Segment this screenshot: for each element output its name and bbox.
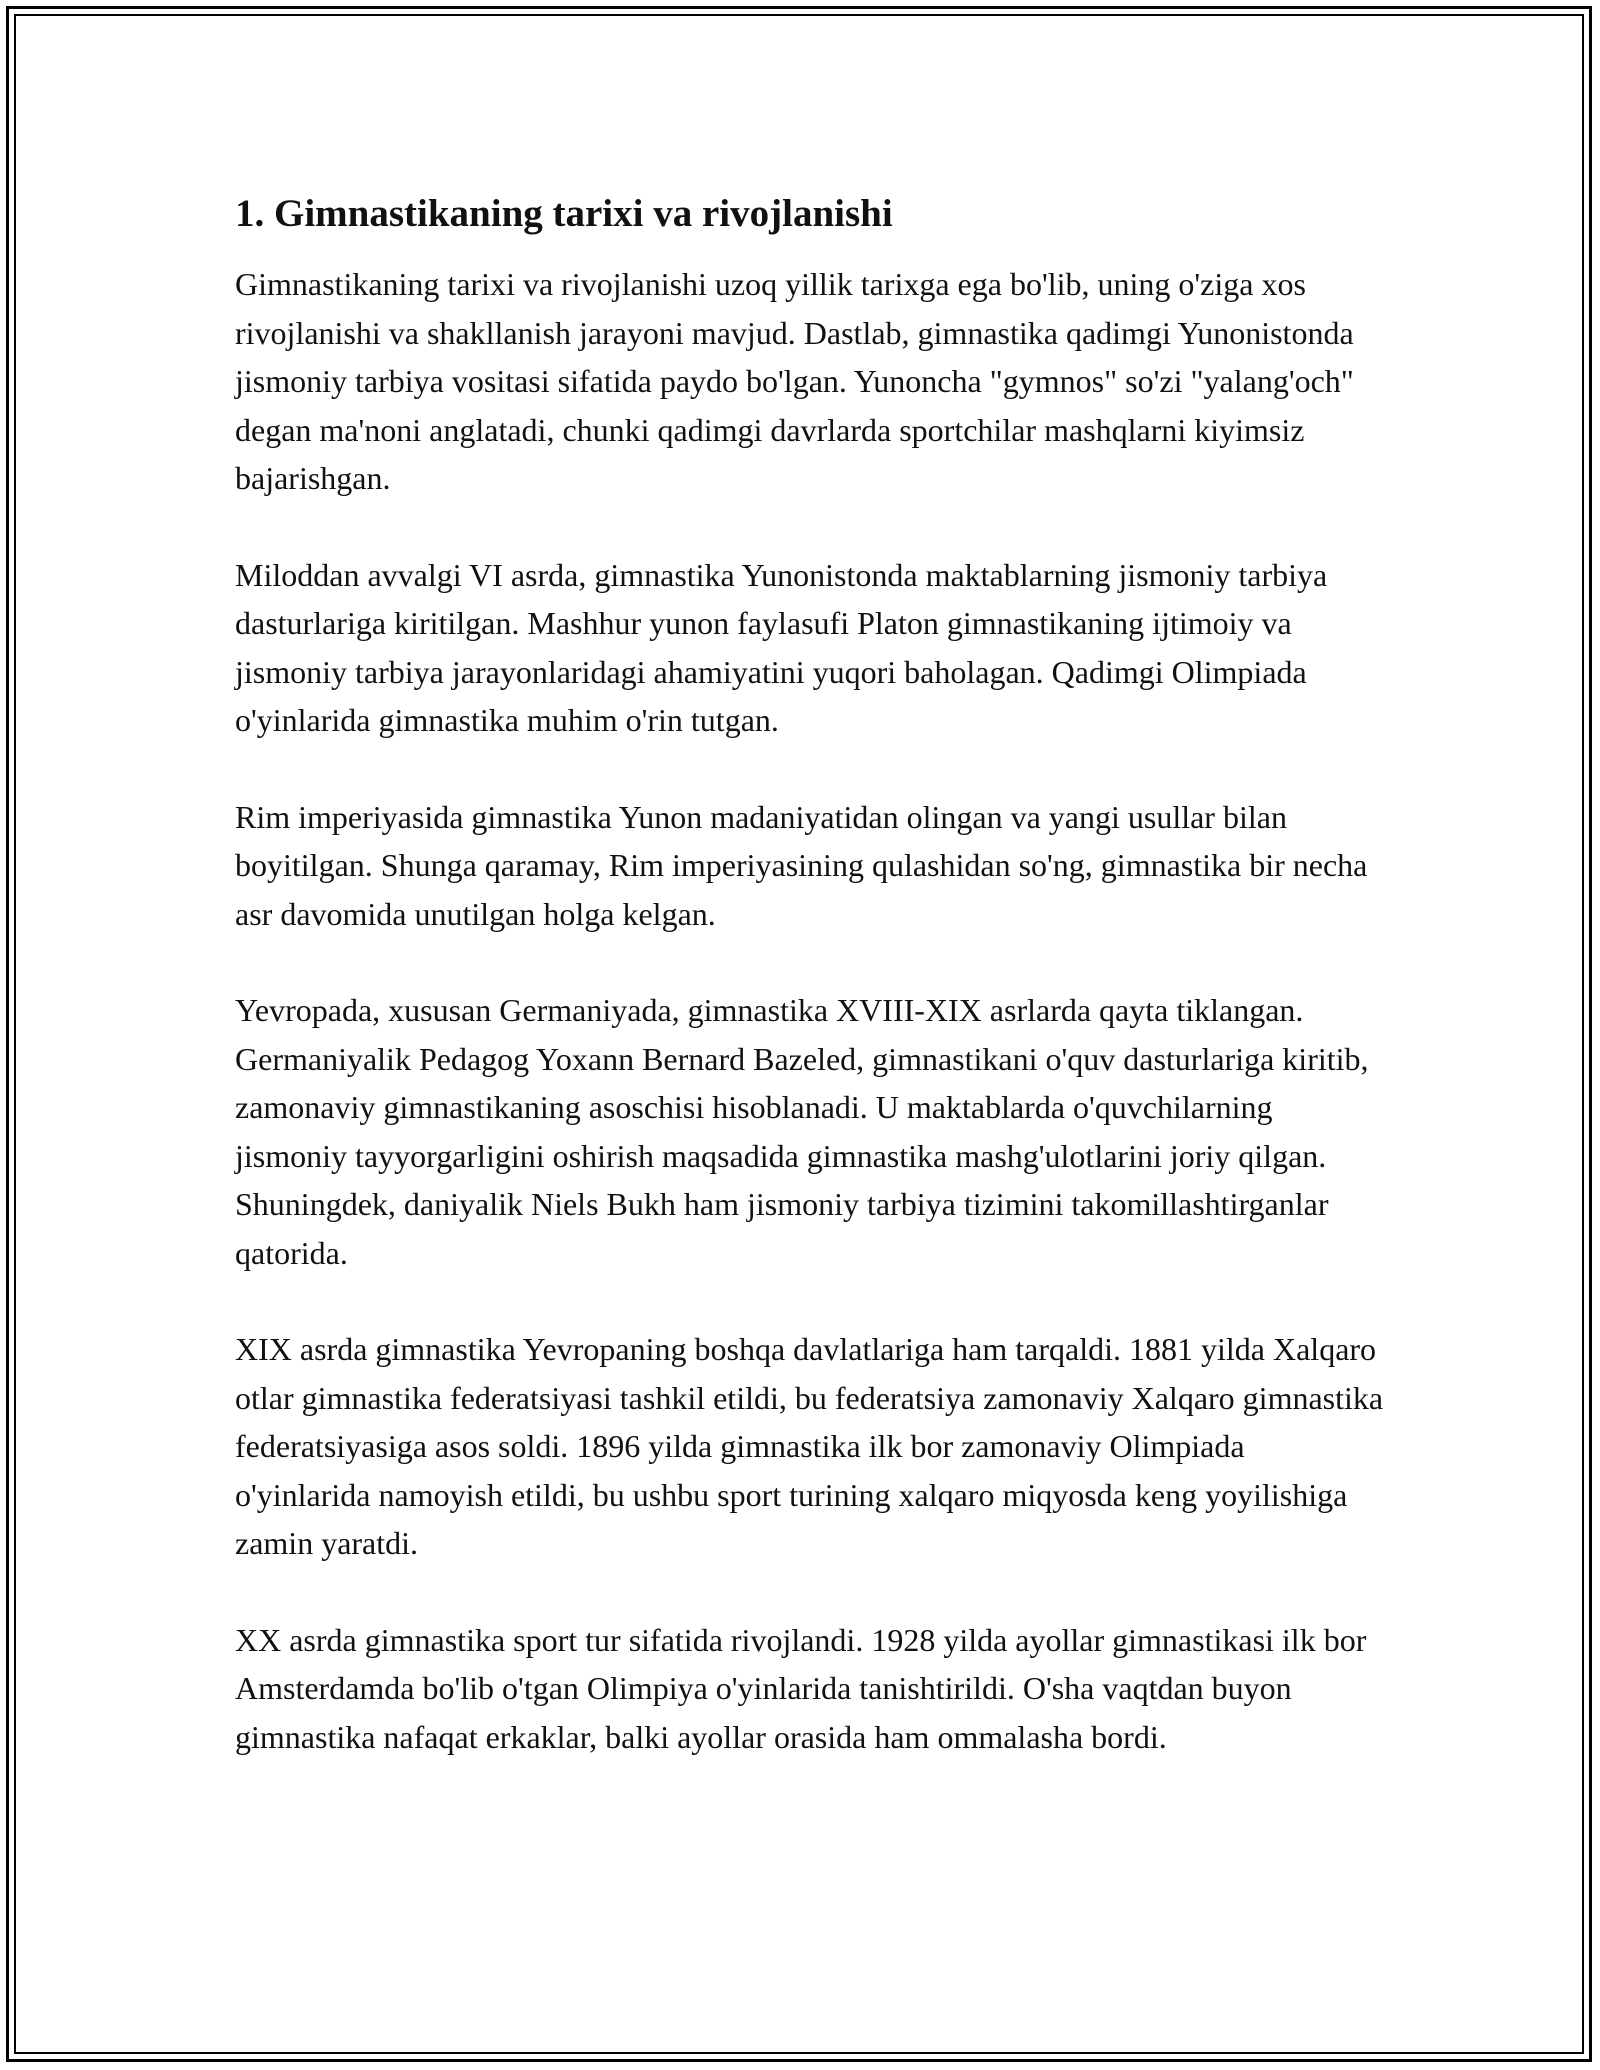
paragraph-roman-empire: Rim imperiyasida gimnastika Yunon madaniyatidan olingan va yangi usullar bilan boyitilgan. Shunga qaramay, Rim imperiyasining qulashidan so'ng, gimnastika bir necha asr davomida unutilgan holga kelgan. <box>235 798 1368 932</box>
paragraph-europe-revival: Yevropada, xususan Germaniyada, gimnastika XVIII-XIX asrlarda qayta tiklangan. Germaniyalik Pedagog Yoxann Bernard Bazeled, gimnastikani o'quv dasturlariga kiritib, zamonaviy gimnastikaning asoschisi hisoblanadi. U maktablarda o'quvchilarning jismoniy tayyorgarligini oshirish maqsadida gimnastika mashg'ulotlarini joriy qilgan. Shuningdek, daniyalik Niels Bukh ham jismoniy tarbiya tizimini takomillashtirganlar qatorida. <box>235 992 1369 1271</box>
paragraph-ancient-greece: Miloddan avvalgi VI asrda, gimnastika Yunonistonda maktablarning jismoniy tarbiya dasturlariga kiritilgan. Mashhur yunon faylasufi Platon gimnastikaning ijtimoiy va jismoniy tarbiya jarayonlaridagi ahamiyatini yuqori baholagan. Qadimgi Olimpiada o'yinlarida gimnastika muhim o'rin tutgan. <box>235 556 1328 738</box>
paragraph-nineteenth-century: XIX asrda gimnastika Yevropaning boshqa davlatlariga ham tarqaldi. 1881 yilda Xalqaro otlar gimnastika federatsiyasi tashkil etildi, bu federatsiya zamonaviy Xalqaro gimnastika federatsiyasiga asos soldi. 1896 yilda gimnastika ilk bor zamonaviy Olimpiada o'yinlarida namoyish etildi, bu ushbu sport turining xalqaro miqyosda keng yoyilishiga zamin yaratdi. <box>235 1331 1384 1561</box>
paragraph-origins: Gimnastikaning tarixi va rivojlanishi uzoq yillik tarixga ega bo'lib, uning o'ziga xos rivojlanishi va shakllanish jarayoni mavjud. Dastlab, gimnastika qadimgi Yunonistonda jismoniy tarbiya vositasi sifatida paydo bo'lgan. Yunoncha "gymnos" so'zi "yalang'och" degan ma'noni anglatadi, chunki qadimgi davrlarda sportchilar mashqlarni kiyimsiz bajarishgan. <box>235 266 1354 496</box>
document-body <box>235 188 1385 1809</box>
section-heading: 1. Gimnastikaning tarixi va rivojlanishi <box>235 192 893 235</box>
paragraph-twentieth-century: XX asrda gimnastika sport tur sifatida rivojlandi. 1928 yilda ayollar gimnastikasi ilk bor Amsterdamda bo'lib o'tgan Olimpiya o'yinlarida tanishtirildi. O'sha vaqtdan buyon gimnastika nafaqat erkaklar, balki ayollar orasida ham ommalasha bordi. <box>235 1621 1367 1755</box>
